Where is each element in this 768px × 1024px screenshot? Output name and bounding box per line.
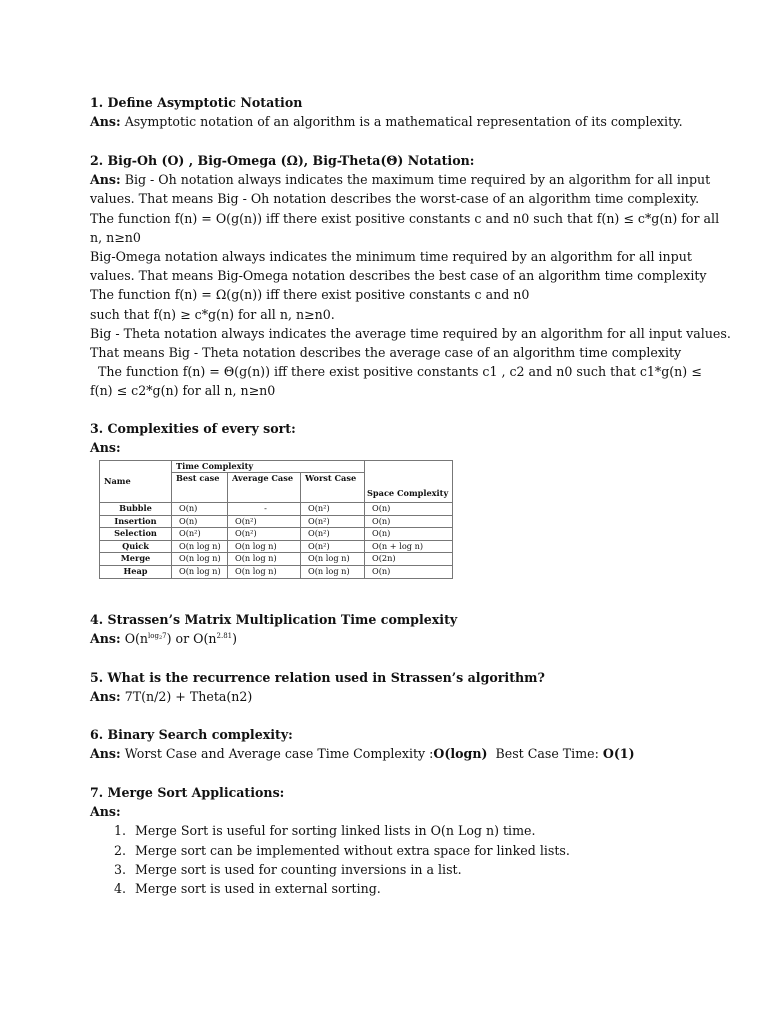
sort-name-cell: Bubble — [100, 503, 172, 516]
list-item — [90, 879, 690, 898]
answer-label: Ans: — [90, 746, 121, 762]
average-case-cell: O(n log n) — [228, 565, 301, 578]
average-case-cell: - — [228, 503, 301, 516]
list-text: Merge Sort is useful for sorting linked lists in O(n Log n) time. — [135, 823, 536, 839]
question-1-title: 1. Define Asymptotic Notation — [90, 95, 303, 110]
answer-label: Ans: — [90, 440, 121, 456]
sort-name-cell: Heap — [100, 565, 172, 578]
list-item — [90, 841, 690, 860]
list-item — [90, 860, 690, 879]
exponent-base: 2 — [158, 635, 163, 642]
question-2-line-1: values. That means Big - Oh notation describes the worst-case of an algorithm time complexity. — [90, 191, 700, 207]
question-2-title: 2. Big-Oh (O) , Big-Omega (Ω), Big-Theta(Θ) Notation: — [90, 153, 475, 168]
question-2 — [90, 151, 731, 401]
space-complexity-header: Space Complexity — [365, 461, 453, 503]
average-case-cell: O(n log n) — [228, 540, 301, 553]
answer-label: Ans: — [90, 689, 121, 705]
question-1 — [90, 93, 690, 131]
sort-name-cell: Merge — [100, 553, 172, 566]
question-2-line-6: The function f(n) = Ω(g(n)) iff there exist positive constants c and n0 — [90, 287, 530, 303]
exponent-arg: 7 — [162, 632, 167, 641]
question-4-answer — [90, 629, 690, 648]
question-5 — [90, 668, 690, 706]
table-header-row — [100, 461, 453, 473]
question-2-line-7: such that f(n) ≥ c*g(n) for all n, n≥n0. — [90, 306, 335, 322]
answer-bold: O(logn) — [433, 746, 488, 762]
answer-text: Best Case Time: — [495, 746, 599, 762]
worst-case-cell: O(n log n) — [301, 553, 365, 566]
sort-name-cell: Selection — [100, 528, 172, 541]
sort-name-cell: Quick — [100, 540, 172, 553]
list-text: Merge sort is used for counting inversions in a list. — [135, 861, 462, 877]
worst-case-cell: O(n²) — [301, 515, 365, 528]
average-case-cell: O(n²) — [228, 528, 301, 541]
best-case-cell: O(n²) — [172, 528, 228, 541]
question-2-line-2: The function f(n) = O(g(n)) iff there exist positive constants c and n0 such that f(n) ≤ c*g(n) for all — [90, 210, 720, 226]
worst-case-cell: O(n²) — [301, 540, 365, 553]
name-header: Name — [100, 461, 172, 503]
answer-text: 7T(n/2) + Theta(n2) — [124, 689, 253, 705]
list-number: 1. — [114, 823, 127, 839]
answer-bold: O(1) — [602, 746, 635, 762]
question-2-line-10: The function f(n) = Θ(g(n)) iff there exist positive constants c1 , c2 and n0 such that c1*g(n) ≤ — [90, 364, 702, 380]
question-6 — [90, 725, 690, 763]
answer-label: Ans: — [90, 172, 121, 188]
exponent — [148, 632, 167, 640]
space-complexity-cell: O(n) — [365, 503, 453, 516]
space-complexity-cell: O(n) — [365, 565, 453, 578]
list-number: 4. — [114, 881, 127, 897]
question-2-line-4: Big-Omega notation always indicates the minimum time required by an algorithm for all input — [90, 249, 692, 265]
question-5-answer — [90, 687, 690, 706]
question-4-title: 4. Strassen’s Matrix Multiplication Time complexity — [90, 612, 458, 627]
question-2-line-0 — [90, 170, 711, 189]
question-7 — [90, 783, 690, 898]
question-5-title: 5. What is the recurrence relation used in Strassen’s algorithm? — [90, 670, 545, 685]
average-case-cell: O(n log n) — [228, 553, 301, 566]
question-6-title: 6. Binary Search complexity: — [90, 727, 293, 742]
average-case-cell: O(n²) — [228, 515, 301, 528]
answer-text: ) or O(n — [166, 631, 217, 647]
table-row — [100, 553, 453, 566]
answer-text: O(n — [124, 631, 149, 647]
worst-case-cell: O(n log n) — [301, 565, 365, 578]
question-2-line-5: values. That means Big-Omega notation describes the best case of an algorithm time complexity — [90, 268, 707, 284]
best-case-cell: O(n log n) — [172, 553, 228, 566]
space-complexity-cell: O(2n) — [365, 553, 453, 566]
worst-case-header: Worst Case — [301, 473, 365, 503]
list-number: 3. — [114, 861, 127, 877]
best-case-cell: O(n log n) — [172, 565, 228, 578]
question-2-line-9: That means Big - Theta notation describes the average case of an algorithm time complexity — [90, 345, 682, 361]
answer-text: Big - Oh notation always indicates the maximum time required by an algorithm for all input — [124, 172, 711, 188]
list-text: Merge sort can be implemented without extra space for linked lists. — [135, 842, 570, 858]
list-item — [90, 821, 690, 840]
question-2-line-11: f(n) ≤ c2*g(n) for all n, n≥n0 — [90, 383, 276, 399]
question-7-title: 7. Merge Sort Applications: — [90, 785, 285, 800]
question-3 — [90, 419, 690, 457]
question-2-line-8: Big - Theta notation always indicates the average time required by an algorithm for all input values. — [90, 325, 731, 341]
best-case-cell: O(n log n) — [172, 540, 228, 553]
space-complexity-cell: O(n + log n) — [365, 540, 453, 553]
question-3-title: 3. Complexities of every sort: — [90, 421, 296, 436]
table-row — [100, 565, 453, 578]
table-row — [100, 515, 453, 528]
exponent-log: log — [148, 632, 159, 641]
applications-list — [90, 821, 690, 898]
answer-label: Ans: — [90, 114, 121, 130]
answer-label: Ans: — [90, 804, 121, 820]
answer-text: Asymptotic notation of an algorithm is a mathematical representation of its complexity. — [124, 114, 683, 130]
sort-name-cell: Insertion — [100, 515, 172, 528]
worst-case-cell: O(n²) — [301, 528, 365, 541]
table-row — [100, 540, 453, 553]
space-complexity-cell: O(n) — [365, 515, 453, 528]
list-text: Merge sort is used in external sorting. — [135, 881, 381, 897]
question-4 — [90, 610, 690, 648]
average-case-header: Average Case — [228, 473, 301, 503]
question-6-answer — [90, 744, 690, 763]
list-number: 2. — [114, 842, 127, 858]
best-case-header: Best case — [172, 473, 228, 503]
exponent: 2.81 — [216, 632, 233, 641]
answer-text: Worst Case and Average case Time Complexity : — [124, 746, 434, 762]
question-1-answer — [90, 112, 690, 131]
best-case-cell: O(n) — [172, 515, 228, 528]
space-complexity-cell: O(n) — [365, 528, 453, 541]
complexity-table — [99, 460, 453, 579]
worst-case-cell: O(n²) — [301, 503, 365, 516]
time-complexity-header: Time Complexity — [172, 461, 365, 473]
answer-text: ) — [232, 631, 238, 647]
best-case-cell: O(n) — [172, 503, 228, 516]
question-2-line-3: n, n≥n0 — [90, 229, 141, 245]
table-row — [100, 528, 453, 541]
table-row — [100, 503, 453, 516]
answer-label: Ans: — [90, 631, 121, 647]
